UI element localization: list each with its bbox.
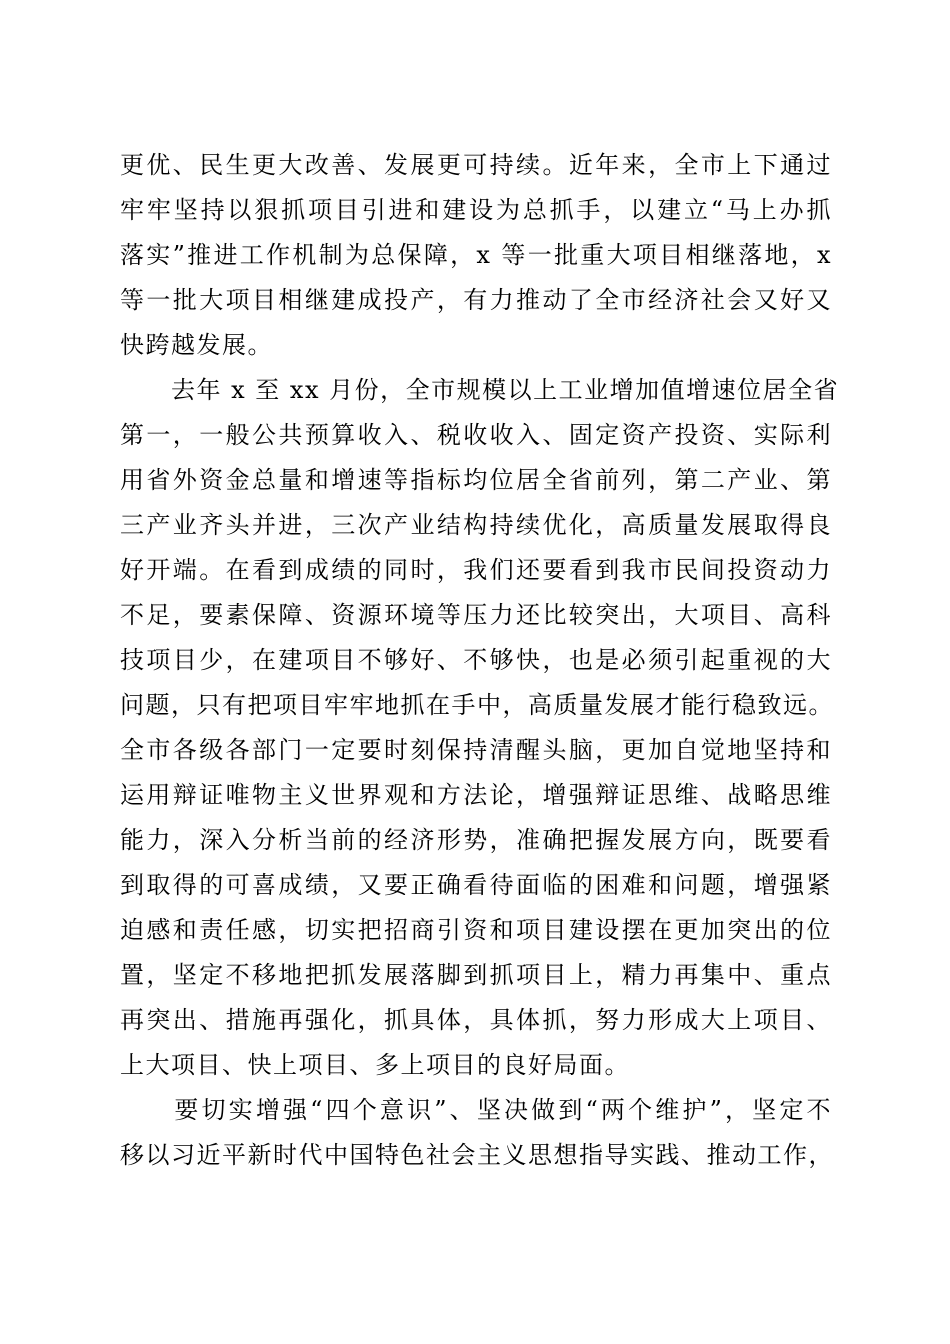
text-line: 等一批大项目相继建成投产，有力推动了全市经济社会又好又 (120, 286, 832, 314)
text-line: 上大项目、快上项目、多上项目的良好局面。 (120, 1051, 630, 1079)
text-line: 落实”推进工作机制为总保障，x 等一批重大项目相继落地，x (120, 241, 832, 269)
text-line: 用省外资金总量和增速等指标均位居全省前列，第二产业、第 (120, 466, 832, 494)
text-line: 置，坚定不移地把抓发展落脚到抓项目上，精力再集中、重点 (120, 961, 832, 989)
text-line: 全市各级各部门一定要时刻保持清醒头脑，更加自觉地坚持和 (120, 736, 832, 764)
text-line: 第一，一般公共预算收入、税收收入、固定资产投资、实际利 (120, 421, 832, 449)
text-line: 移以习近平新时代中国特色社会主义思想指导实践、推动工作， (120, 1141, 834, 1169)
text-line: 不足，要素保障、资源环境等压力还比较突出，大项目、高科 (120, 601, 832, 629)
text-line: 到取得的可喜成绩，又要正确看待面临的困难和问题，增强紧 (120, 871, 832, 899)
text-line: 能力，深入分析当前的经济形势，准确把握发展方向，既要看 (120, 826, 832, 854)
text-line: 问题，只有把项目牢牢地抓在手中，高质量发展才能行稳致远。 (120, 691, 834, 719)
text-line: 好开端。在看到成绩的同时，我们还要看到我市民间投资动力 (120, 556, 832, 584)
text-line: 技项目少，在建项目不够好、不够快，也是必须引起重视的大 (120, 646, 832, 674)
text-line: 牢牢坚持以狠抓项目引进和建设为总抓手，以建立“马上办抓 (120, 196, 832, 224)
text-line: 运用辩证唯物主义世界观和方法论，增强辩证思维、战略思维 (120, 781, 832, 809)
text-line: 迫感和责任感，切实把招商引资和项目建设摆在更加突出的位 (120, 916, 832, 944)
text-line: 三产业齐头并进，三次产业结构持续优化，高质量发展取得良 (120, 511, 832, 539)
text-line: 更优、民生更大改善、发展更可持续。近年来，全市上下通过 (120, 151, 832, 179)
text-line: 快跨越发展。 (120, 331, 273, 359)
text-line: 去年 x 至 xx 月份，全市规模以上工业增加值增速位居全省 (120, 376, 840, 404)
text-line: 要切实增强“四个意识”、坚决做到“两个维护”，坚定不 (120, 1096, 832, 1124)
text-line: 再突出、措施再强化，抓具体，具体抓，努力形成大上项目、 (120, 1006, 832, 1034)
